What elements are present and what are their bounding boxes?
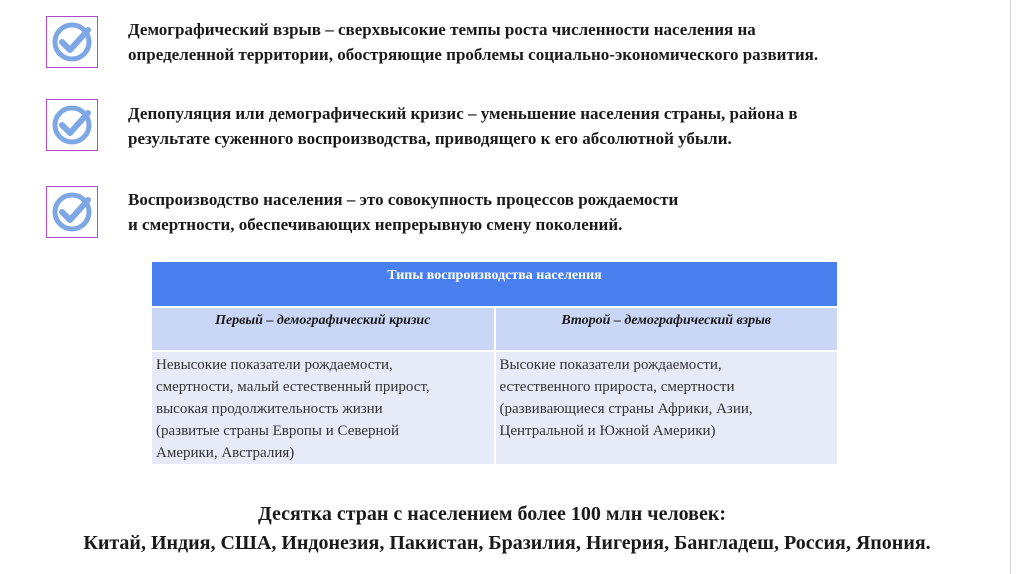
cell-line: естественного прироста, смертности xyxy=(499,379,735,395)
definition-line: определенной территории, обостряющие проблемы социально-экономического развития. xyxy=(128,45,819,64)
definition-line: результате суженного воспроизводства, приводящего к его абсолютной убыли. xyxy=(128,129,732,148)
reproduction-types-table xyxy=(152,262,837,464)
table-cell-second-type xyxy=(495,351,838,464)
column-header-first-type: Первый – демографический кризис xyxy=(152,307,495,351)
table-cell-first-type xyxy=(152,351,495,464)
cell-line: смертности, малый естественный прирост, xyxy=(156,379,430,395)
cell-line: Высокие показатели рождаемости, xyxy=(499,357,722,373)
definition-line: и смертности, обеспечивающих непрерывную смену поколений. xyxy=(128,215,623,234)
cell-line: (развитые страны Европы и Северной xyxy=(156,423,400,439)
column-header-second-type: Второй – демографический взрыв xyxy=(495,307,838,351)
definition-line: Воспроизводство населения – это совокупность процессов рождаемости xyxy=(128,190,679,209)
cell-line: Америки, Австралия) xyxy=(156,445,295,461)
check-circle-icon xyxy=(46,186,98,238)
definition-depopulation xyxy=(128,101,968,151)
bullet-2 xyxy=(46,99,98,151)
bullet-3 xyxy=(46,186,98,238)
cell-line: Невысокие показатели рождаемости, xyxy=(156,357,393,373)
cell-line: (развивающиеся страны Африки, Азии, xyxy=(499,401,753,417)
definition-reproduction xyxy=(128,187,968,237)
check-circle-icon xyxy=(46,16,98,68)
definition-line: Демографический взрыв – сверхвысокие темпы роста численности населения на xyxy=(128,20,756,39)
definition-line: Депопуляция или демографический кризис – уменьшение населения страны, района в xyxy=(128,104,798,123)
top-countries-heading: Десятка стран с населением более 100 млн человек: xyxy=(257,503,727,525)
top-countries-list: Китай, Индия, США, Индонезия, Пакистан, Бразилия, Нигерия, Бангладеш, Россия, Япония. xyxy=(83,532,931,554)
bullet-1 xyxy=(46,16,98,68)
cell-line: Центральной и Южной Америки) xyxy=(499,423,716,439)
check-circle-icon xyxy=(46,99,98,151)
slide-edge-line xyxy=(1010,0,1011,574)
table-title: Типы воспроизводства населения xyxy=(152,262,837,307)
cell-line: высокая продолжительность жизни xyxy=(156,401,383,417)
definition-demographic-explosion xyxy=(128,17,968,67)
